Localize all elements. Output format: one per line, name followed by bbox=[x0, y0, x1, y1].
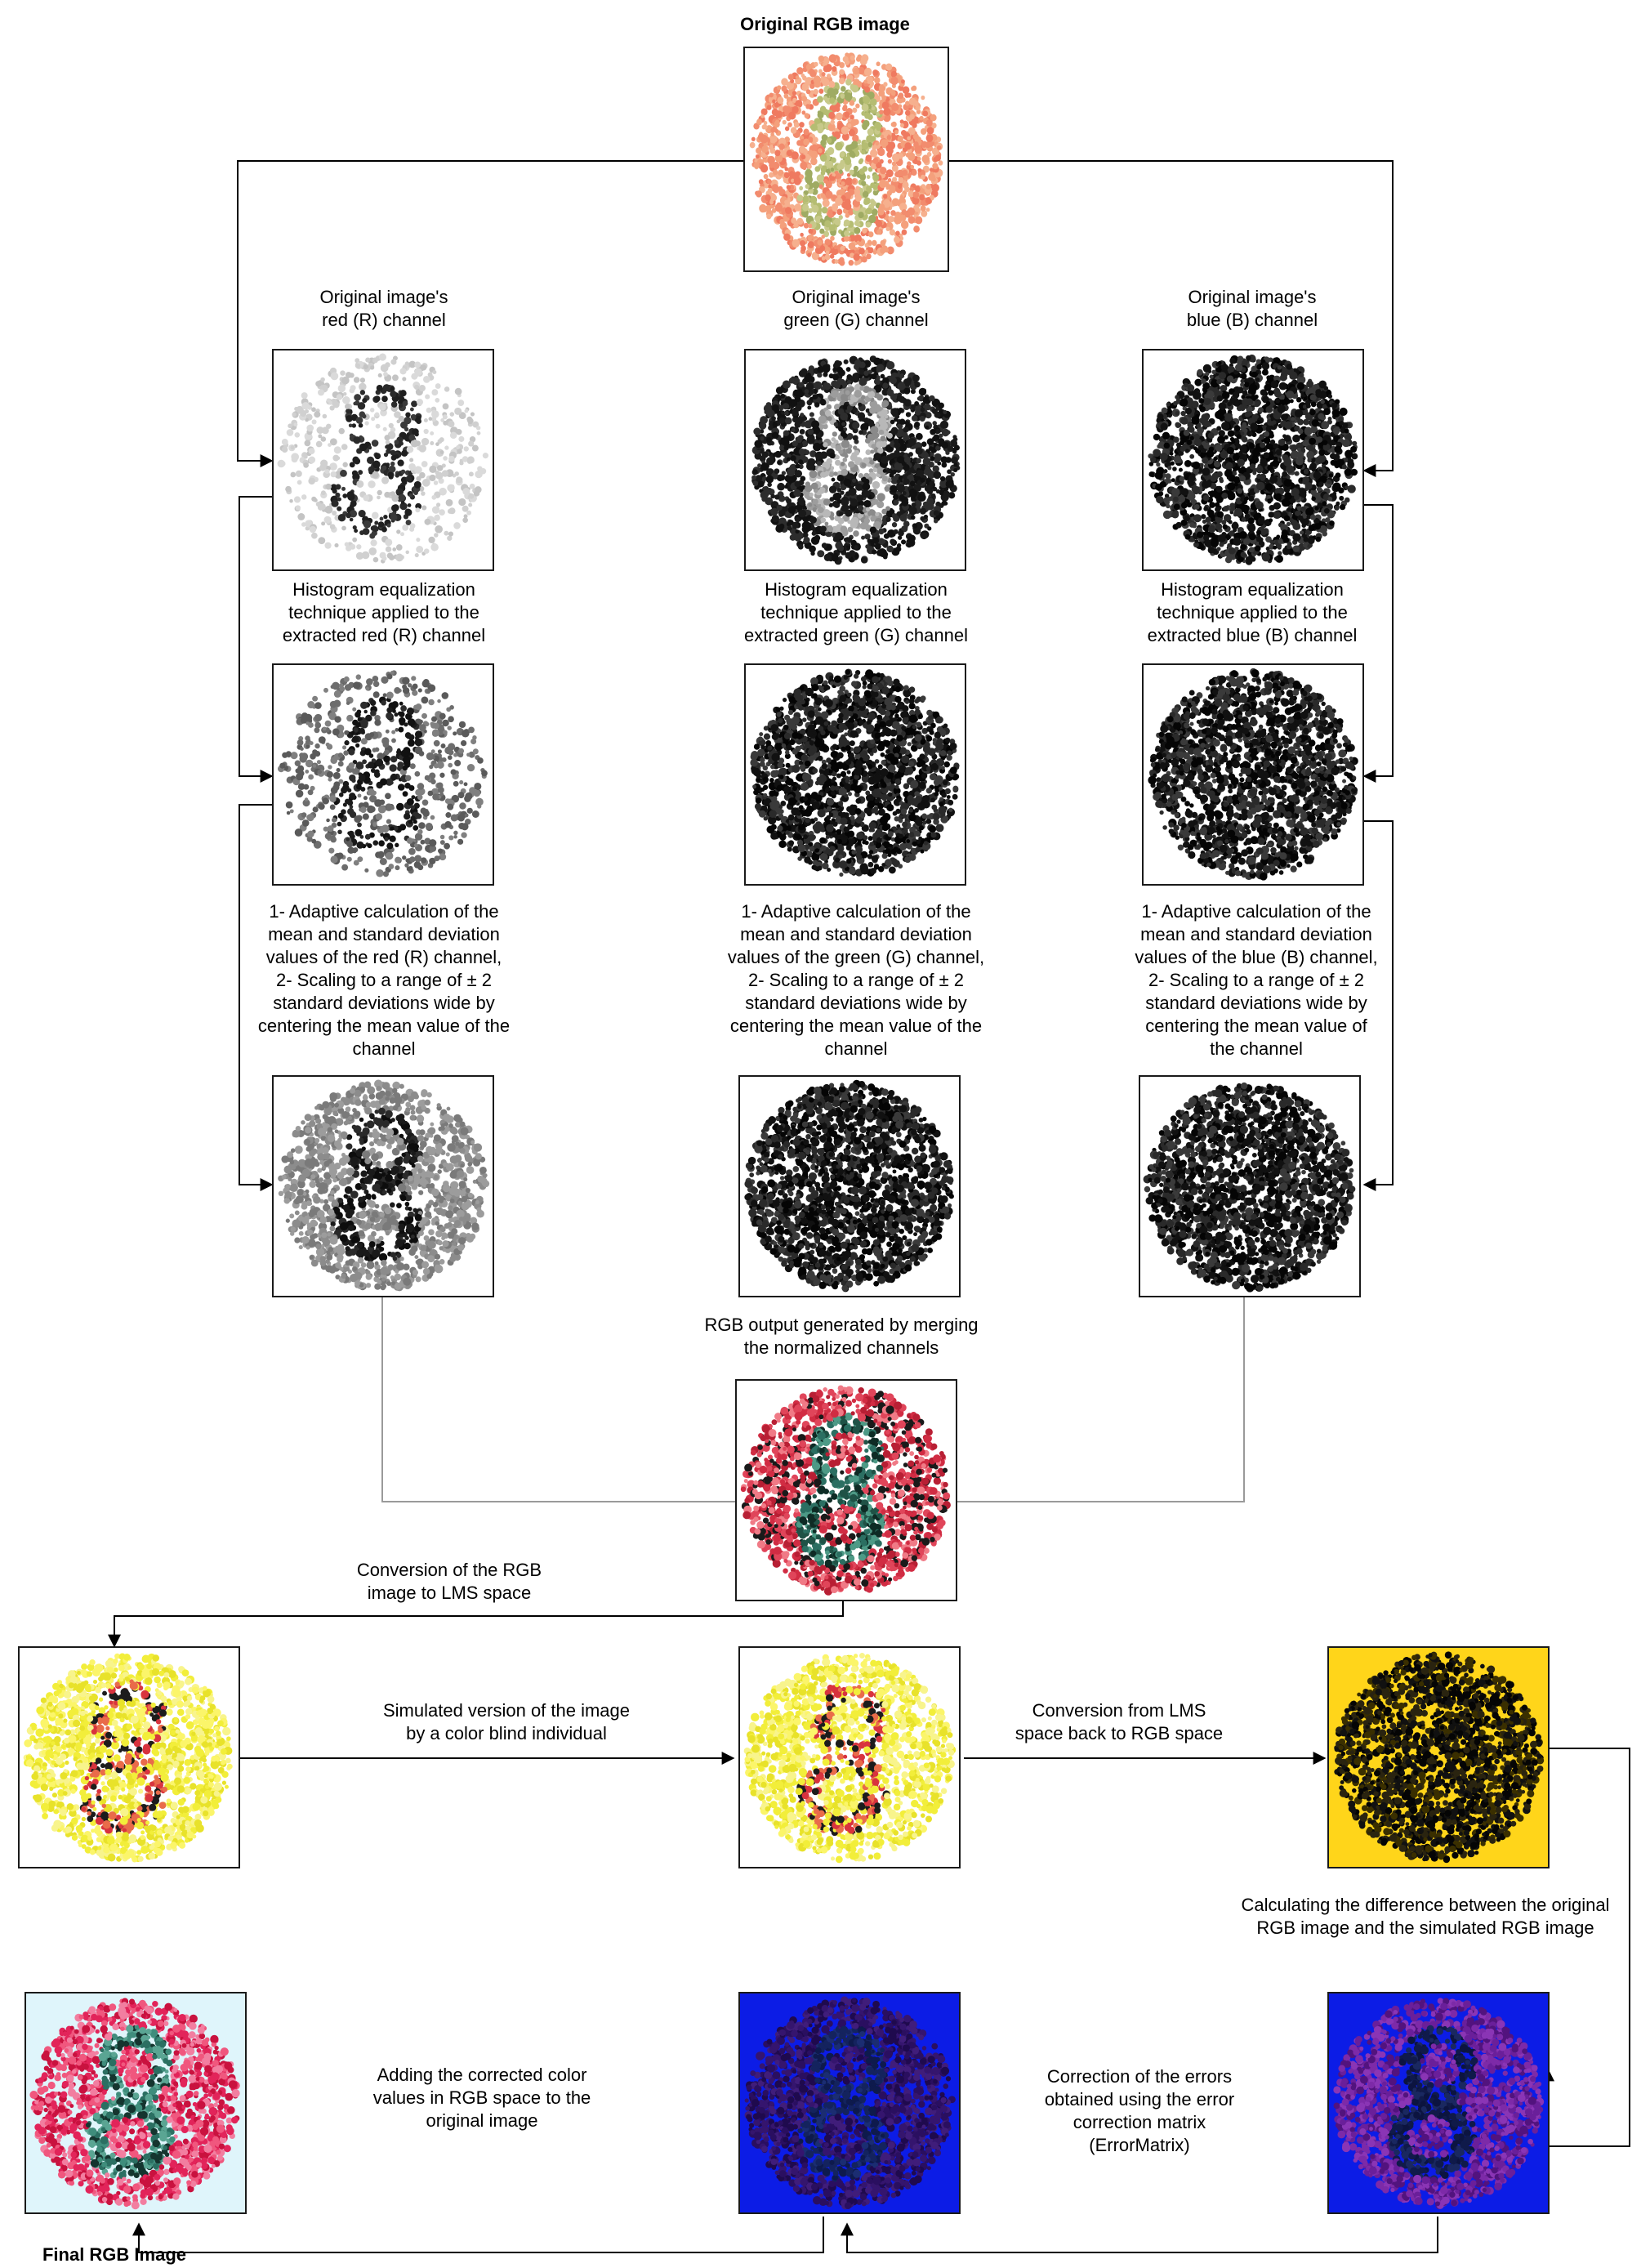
arrow-correction-to-final bbox=[139, 2217, 823, 2252]
red-equalized-image bbox=[272, 663, 494, 886]
blue-extracted-label: Original image's blue (B) channel bbox=[1105, 286, 1399, 332]
green-normalized-image bbox=[738, 1075, 961, 1297]
green-normalized-label: 1- Adaptive calculation of the mean and standard deviation values of the green (G) channel, 2- Scaling to a range of ± 2 standard deviations wide by centering the mean value of the channel bbox=[685, 900, 1028, 1060]
merge-label: RGB output generated by merging the normalized channels bbox=[653, 1314, 1029, 1359]
red-extracted-label: Original image's red (R) channel bbox=[237, 286, 531, 332]
green-channel-image bbox=[744, 349, 966, 571]
green-equalized-image bbox=[744, 663, 966, 886]
merged-rgb-image bbox=[735, 1379, 957, 1601]
blue-equalized-image bbox=[1142, 663, 1364, 886]
simulate-label: Simulated version of the image by a color blind individual bbox=[335, 1699, 678, 1745]
red-normalized-label: 1- Adaptive calculation of the mean and standard deviation values of the red (R) channel, 2- Scaling to a range of ± 2 standard deviations wide by centering the mean value of the channel bbox=[212, 900, 555, 1060]
red-equalized-label: Histogram equalization technique applied to the extracted red (R) channel bbox=[221, 578, 547, 647]
arrow-difference-to-correction bbox=[847, 2217, 1438, 2252]
original-image-title: Original RGB image bbox=[702, 13, 948, 36]
lms-image bbox=[18, 1646, 240, 1868]
to-lms-label: Conversion of the RGB image to LMS space bbox=[310, 1559, 588, 1605]
difference-label: Calculating the difference between the original RGB image and the simulated RGB image bbox=[1201, 1894, 1650, 1940]
final-image-label: Final RGB Image bbox=[25, 2243, 204, 2266]
blue-normalized-label: 1- Adaptive calculation of the mean and standard deviation values of the blue (B) channel, 2- Scaling to a range of ± 2 standard deviations wide by centering the mean value of the channel bbox=[1085, 900, 1428, 1060]
correction-label: Correction of the errors obtained using the error correction matrix (ErrorMatrix) bbox=[1005, 2065, 1274, 2157]
green-equalized-label: Histogram equalization technique applied to the extracted green (G) channel bbox=[693, 578, 1019, 647]
simulated-image bbox=[738, 1646, 961, 1868]
original-rgb-image bbox=[743, 47, 949, 272]
back-to-rgb-image bbox=[1327, 1646, 1550, 1868]
difference-image bbox=[1327, 1992, 1550, 2214]
blue-normalized-image bbox=[1139, 1075, 1361, 1297]
blue-equalized-label: Histogram equalization technique applied to the extracted blue (B) channel bbox=[1089, 578, 1416, 647]
to-rgb-label: Conversion from LMS space back to RGB space bbox=[997, 1699, 1242, 1745]
arrow-rgb-to-lms bbox=[114, 1601, 843, 1646]
green-extracted-label: Original image's green (G) channel bbox=[709, 286, 1003, 332]
red-normalized-image bbox=[272, 1075, 494, 1297]
red-channel-image bbox=[272, 349, 494, 571]
add-label: Adding the corrected color values in RGB space to the original image bbox=[343, 2064, 621, 2132]
corrected-error-image bbox=[738, 1992, 961, 2214]
blue-channel-image bbox=[1142, 349, 1364, 571]
final-rgb-image bbox=[25, 1992, 247, 2214]
arrow-rgb-to-difference bbox=[1548, 1748, 1630, 2146]
